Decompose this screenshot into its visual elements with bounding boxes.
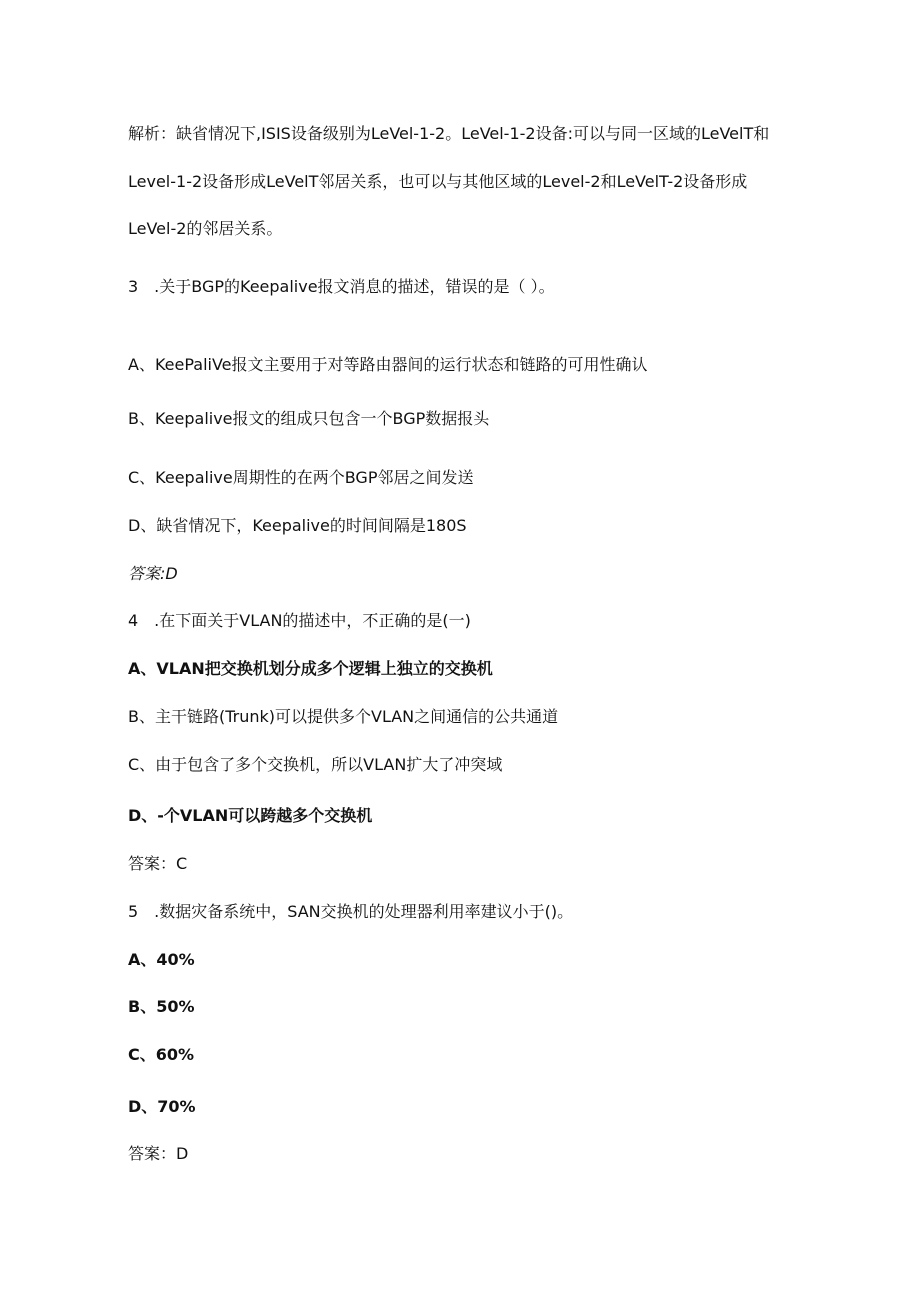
analysis-line-3: LeVel-2的邻居关系。	[128, 219, 283, 238]
question-4: 4 .在下面关于VLAN的描述中，不正确的是(一)	[128, 611, 471, 630]
question-4-option-d: D、-个VLAN可以跨越多个交换机	[128, 806, 373, 825]
question-5-option-b: B、50%	[128, 997, 195, 1016]
question-3: 3 .关于BGP的Keepalive报文消息的描述，错误的是（ ）。	[128, 277, 555, 296]
question-3-option-b: B、Keepalive报文的组成只包含一个BGP数据报头	[128, 409, 490, 428]
question-5-option-d: D、70%	[128, 1097, 196, 1116]
question-4-option-c: C、由于包含了多个交换机，所以VLAN扩大了冲突域	[128, 755, 503, 774]
question-3-option-c: C、Keepalive周期性的在两个BGP邻居之间发送	[128, 468, 474, 487]
question-5: 5 .数据灾备系统中，SAN交换机的处理器利用率建议小于()。	[128, 902, 574, 921]
question-4-option-b: B、主干链路(Trunk)可以提供多个VLAN之间通信的公共通道	[128, 707, 559, 726]
question-5-option-c: C、60%	[128, 1045, 195, 1064]
question-4-option-a: A、VLAN把交换机划分成多个逻辑上独立的交换机	[128, 659, 493, 678]
question-3-option-d: D、缺省情况下，Keepalive的时间间隔是180S	[128, 516, 467, 535]
question-5-option-a: A、40%	[128, 950, 195, 969]
analysis-line-1: 解析：缺省情况下,ISIS设备级别为LeVel-1-2。LeVel-1-2设备:可以与同一区域的LeVelT和	[128, 124, 770, 143]
question-3-option-a: A、KeePaliVe报文主要用于对等路由器间的运行状态和链路的可用性确认	[128, 355, 648, 374]
question-4-answer: 答案：C	[128, 854, 188, 873]
question-5-answer: 答案：D	[128, 1144, 189, 1163]
analysis-line-2: Level-1-2设备形成LeVelT邻居关系，也可以与其他区域的Level-2和LeVelT-2设备形成	[128, 172, 748, 191]
question-3-answer: 答案:D	[128, 564, 178, 583]
